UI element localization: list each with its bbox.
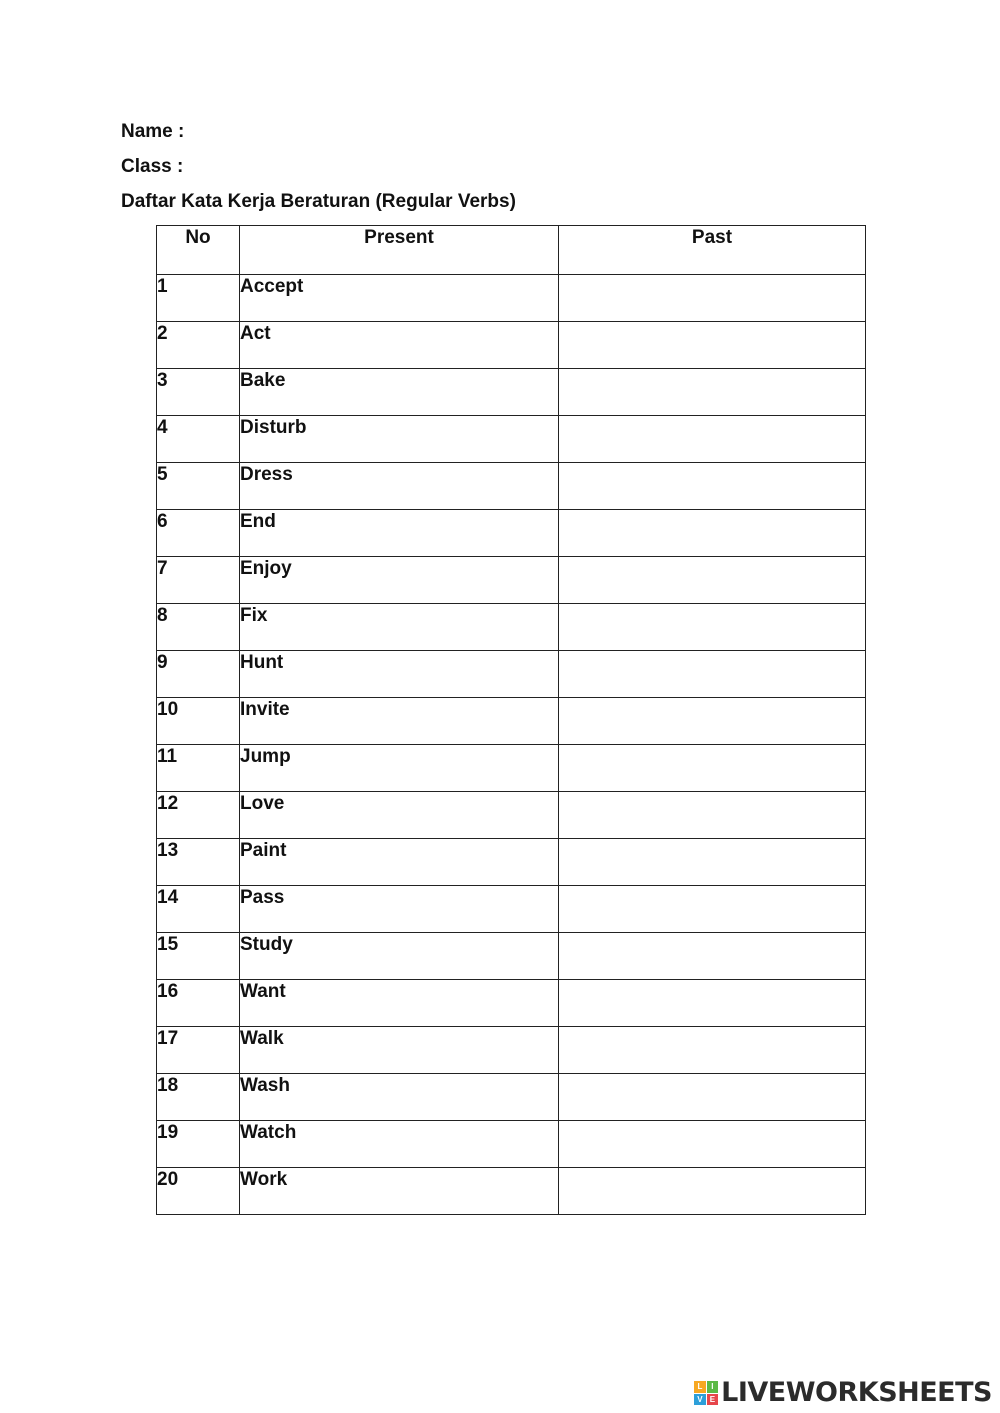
row-number: 4 — [157, 416, 240, 463]
present-verb: Jump — [240, 745, 559, 792]
past-answer-field[interactable] — [559, 557, 866, 604]
present-verb: Paint — [240, 839, 559, 886]
liveworksheets-brand — [694, 1378, 992, 1408]
row-number: 17 — [157, 1027, 240, 1074]
row-number: 19 — [157, 1121, 240, 1168]
row-number: 3 — [157, 369, 240, 416]
past-answer-field[interactable] — [559, 839, 866, 886]
past-answer-field[interactable] — [559, 886, 866, 933]
table-row — [157, 745, 866, 792]
logo-letter: L — [694, 1381, 706, 1393]
header-past: Past — [559, 226, 866, 275]
present-verb: Want — [240, 980, 559, 1027]
past-answer-field[interactable] — [559, 463, 866, 510]
brand-text: LIVEWORKSHEETS — [721, 1377, 992, 1408]
row-number: 2 — [157, 322, 240, 369]
past-answer-field[interactable] — [559, 651, 866, 698]
present-verb: Watch — [240, 1121, 559, 1168]
table-row — [157, 416, 866, 463]
table-row — [157, 463, 866, 510]
table-row — [157, 275, 866, 322]
present-verb: Fix — [240, 604, 559, 651]
liveworksheets-logo-icon — [694, 1381, 718, 1405]
row-number: 5 — [157, 463, 240, 510]
past-answer-field[interactable] — [559, 604, 866, 651]
row-number: 12 — [157, 792, 240, 839]
table-row — [157, 1074, 866, 1121]
present-verb: Love — [240, 792, 559, 839]
past-answer-field[interactable] — [559, 745, 866, 792]
verbs-table — [156, 225, 866, 1215]
row-number: 15 — [157, 933, 240, 980]
table-row — [157, 1168, 866, 1215]
row-number: 18 — [157, 1074, 240, 1121]
past-answer-field[interactable] — [559, 698, 866, 745]
table-body — [157, 275, 866, 1215]
name-label: Name : — [121, 121, 185, 142]
present-verb: Bake — [240, 369, 559, 416]
row-number: 16 — [157, 980, 240, 1027]
table-row — [157, 322, 866, 369]
row-number: 20 — [157, 1168, 240, 1215]
present-verb: Enjoy — [240, 557, 559, 604]
row-number: 10 — [157, 698, 240, 745]
past-answer-field[interactable] — [559, 322, 866, 369]
present-verb: Pass — [240, 886, 559, 933]
present-verb: Dress — [240, 463, 559, 510]
present-verb: Study — [240, 933, 559, 980]
past-answer-field[interactable] — [559, 1074, 866, 1121]
table-row — [157, 933, 866, 980]
table-row — [157, 1027, 866, 1074]
present-verb: Wash — [240, 1074, 559, 1121]
present-verb: Invite — [240, 698, 559, 745]
table-row — [157, 369, 866, 416]
logo-letter: E — [707, 1394, 719, 1406]
worksheet-title: Daftar Kata Kerja Beraturan (Regular Verbs) — [121, 191, 516, 212]
past-answer-field[interactable] — [559, 510, 866, 557]
header-present: Present — [240, 226, 559, 275]
header-no: No — [157, 226, 240, 275]
present-verb: Accept — [240, 275, 559, 322]
row-number: 6 — [157, 510, 240, 557]
table-row — [157, 651, 866, 698]
present-verb: Work — [240, 1168, 559, 1215]
past-answer-field[interactable] — [559, 416, 866, 463]
present-verb: Hunt — [240, 651, 559, 698]
present-verb: End — [240, 510, 559, 557]
table-row — [157, 886, 866, 933]
class-label: Class : — [121, 156, 184, 177]
row-number: 13 — [157, 839, 240, 886]
table-row — [157, 510, 866, 557]
past-answer-field[interactable] — [559, 275, 866, 322]
past-answer-field[interactable] — [559, 369, 866, 416]
past-answer-field[interactable] — [559, 1027, 866, 1074]
row-number: 8 — [157, 604, 240, 651]
table-row — [157, 604, 866, 651]
logo-letter: I — [707, 1381, 719, 1393]
row-number: 9 — [157, 651, 240, 698]
table-row — [157, 698, 866, 745]
table-header-row — [157, 226, 866, 275]
past-answer-field[interactable] — [559, 792, 866, 839]
present-verb: Disturb — [240, 416, 559, 463]
past-answer-field[interactable] — [559, 933, 866, 980]
row-number: 11 — [157, 745, 240, 792]
row-number: 1 — [157, 275, 240, 322]
present-verb: Walk — [240, 1027, 559, 1074]
past-answer-field[interactable] — [559, 980, 866, 1027]
past-answer-field[interactable] — [559, 1121, 866, 1168]
past-answer-field[interactable] — [559, 1168, 866, 1215]
row-number: 7 — [157, 557, 240, 604]
table-row — [157, 839, 866, 886]
row-number: 14 — [157, 886, 240, 933]
present-verb: Act — [240, 322, 559, 369]
table-row — [157, 792, 866, 839]
logo-letter: V — [694, 1394, 706, 1406]
table-row — [157, 557, 866, 604]
table-row — [157, 1121, 866, 1168]
table-row — [157, 980, 866, 1027]
